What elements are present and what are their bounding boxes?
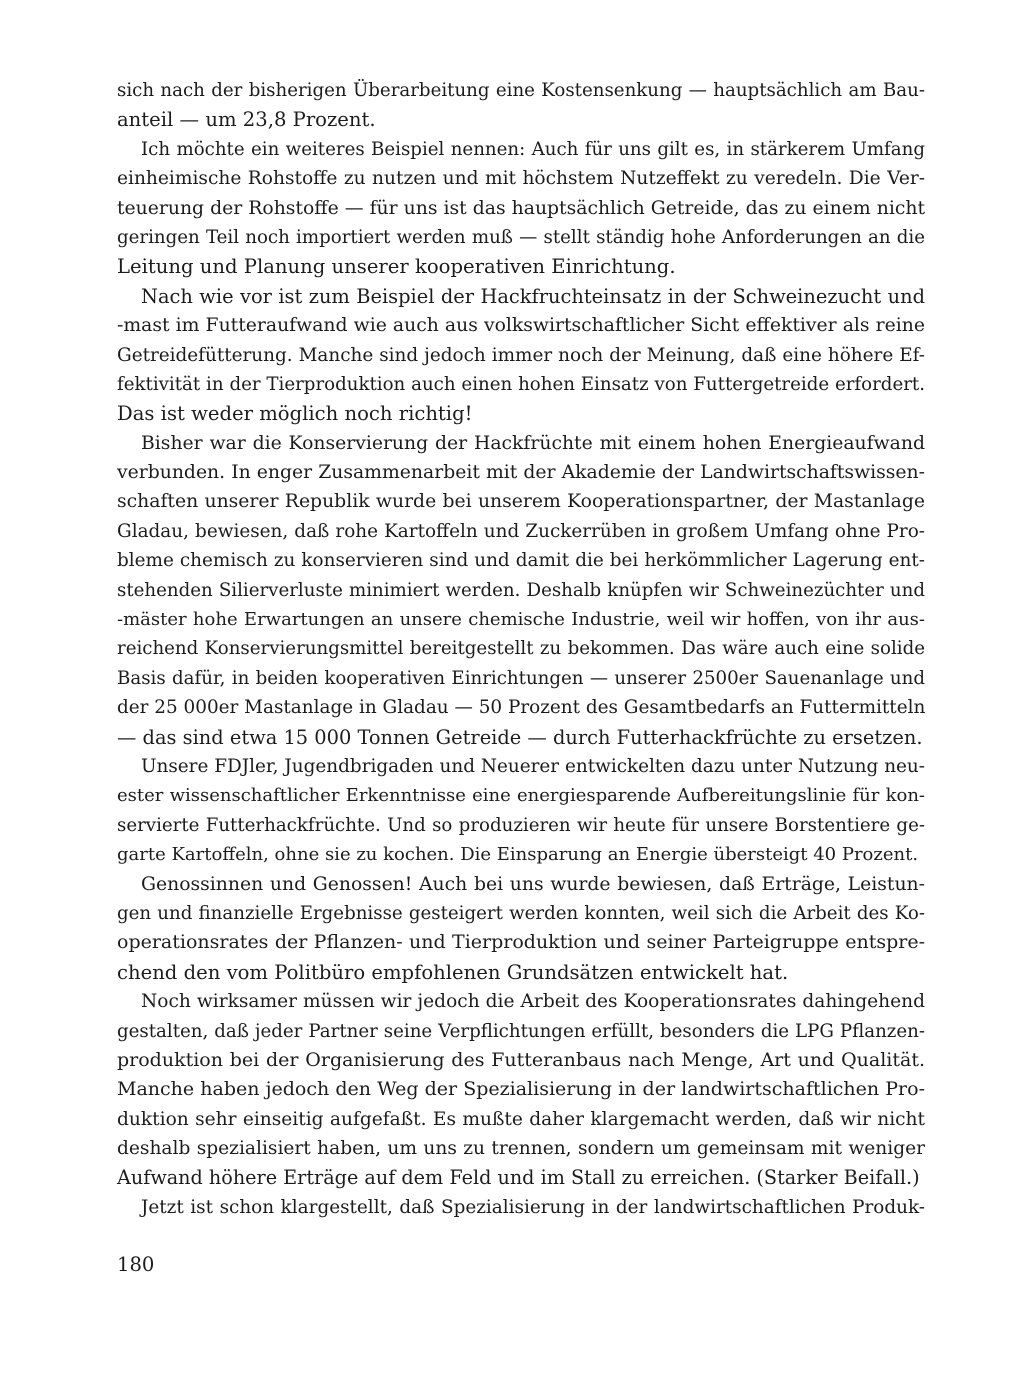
text-line: Leitung und Planung unserer kooperativen Einrichtung. [117,255,676,279]
text-line: verbunden. In enger Zusammenarbeit mit der Akademie der Landwirtschaftswissen- [117,462,925,484]
text-line: chend den vom Politbüro empfohlenen Grundsätzen entwickelt hat. [117,960,789,984]
paragraph-1 [117,76,925,135]
text-line: anteil — um 23,8 Prozent. [117,108,376,132]
text-line: Aufwand höhere Erträge auf dem Feld und im Stall zu erreichen. (Starker Beifall.) [117,1166,920,1190]
text-line: bleme chemisch zu konservieren sind und damit die bei herkömmlicher Lagerung ent- [117,550,925,572]
text-line: operationsrates der Pflanzen- und Tierproduktion und seiner Parteigruppe entspre- [117,931,925,954]
paragraph-2 [117,135,925,282]
paragraph-3 [117,282,925,429]
text-line: teuerung der Rohstoffe — für uns ist das hauptsächlich Getreide, das zu einem nicht [117,197,925,219]
text-line: Das ist weder möglich noch richtig! [117,402,473,426]
page-number: 180 [117,1253,155,1276]
text-line: garte Kartoffeln, ohne sie zu kochen. Die Einsparung an Energie übersteigt 40 Prozent. [117,844,919,866]
text-line: produktion bei der Organisierung des Futteranbaus nach Menge, Art und Qualität. [117,1048,925,1071]
text-line: der 25 000er Mastanlage in Gladau — 50 Prozent des Gesamtbedarfs an Futtermitteln [117,697,926,719]
text-line: schaften unserer Republik wurde bei unserem Kooperationspartner, der Mastanlage [117,491,925,513]
text-line: geringen Teil noch importiert werden muß — stellt ständig hohe Anforderungen an die [117,226,925,248]
text-line: servierte Futterhackfrüchte. Und so produzieren wir heute für unsere Borstentiere ge- [117,814,925,836]
text-line: -mast im Futteraufwand wie auch aus volkswirtschaftlicher Sicht effektiver als reine [117,315,925,337]
paragraph-7 [117,987,925,1193]
text-line: einheimische Rohstoffe zu nutzen und mit höchstem Nutzeffekt zu veredeln. Die Ver- [117,168,925,190]
text-line: Noch wirksamer müssen wir jedoch die Arbeit des Kooperationsrates dahingehend [141,991,925,1013]
paragraph-6 [117,870,925,988]
paragraph-5 [117,752,925,870]
text-line: reichend Konservierungsmittel bereitgestellt zu bekommen. Das wäre auch eine solide [117,638,925,660]
text-line: Ich möchte ein weiteres Beispiel nennen: Auch für uns gilt es, in stärkerem Umfang [141,138,925,160]
page-body [117,76,925,1222]
text-line: Manche haben jedoch den Weg der Spezialisierung in der landwirtschaftlichen Pro- [117,1078,925,1101]
text-line: sich nach der bisherigen Überarbeitung eine Kostensenkung — hauptsächlich am Bau- [117,80,925,101]
text-line: Jetzt ist schon klargestellt, daß Spezialisierung in der landwirtschaftlichen Produk- [141,1196,925,1218]
text-line: Bisher war die Konservierung der Hackfrüchte mit einem hohen Energieaufwand [141,432,925,454]
text-line: fektivität in der Tierproduktion auch einen hohen Einsatz von Futtergetreide erfordert. [117,373,925,395]
text-line: -mäster hohe Erwartungen an unsere chemische Industrie, weil wir hoffen, von ihr aus- [117,609,925,631]
text-line: Nach wie vor ist zum Beispiel der Hackfruchteinsatz in der Schweinezucht und [141,284,925,308]
text-line: gen und finanzielle Ergebnisse gesteigert werden konnten, weil sich die Arbeit des Ko- [117,902,925,924]
text-line: stehenden Silierverluste minimiert werden. Deshalb knüpfen wir Schweinezüchter und [117,579,925,601]
text-line: duktion sehr einseitig aufgefaßt. Es mußte daher klargemacht werden, daß wir nicht [117,1108,925,1130]
text-line: gestalten, daß jeder Partner seine Verpflichtungen erfüllt, besonders die LPG Pflanzen- [117,1020,925,1042]
paragraph-8 [117,1193,925,1222]
text-line: deshalb spezialisiert haben, um uns zu trennen, sondern um gemeinsam mit weniger [117,1138,925,1160]
paragraph-4 [117,429,925,752]
text-line: ester wissenschaftlicher Erkenntnisse eine energiesparende Aufbereitungslinie für kon- [117,785,925,807]
text-line: — das sind etwa 15 000 Tonnen Getreide — durch Futterhackfrüchte zu ersetzen. [117,725,923,749]
text-line: Unsere FDJler, Jugendbrigaden und Neuerer entwickelten dazu unter Nutzung neu- [141,755,925,777]
text-line: Getreidefütterung. Manche sind jedoch immer noch der Meinung, daß eine höhere Ef- [117,344,925,366]
text-line: Gladau, bewiesen, daß rohe Kartoffeln und Zuckerrüben in großem Umfang ohne Pro- [117,520,925,542]
text-line: Basis dafür, in beiden kooperativen Einrichtungen — unserer 2500er Sauenanlage und [117,667,925,689]
text-line: Genossinnen und Genossen! Auch bei uns wurde bewiesen, daß Erträge, Leistun- [141,873,925,895]
